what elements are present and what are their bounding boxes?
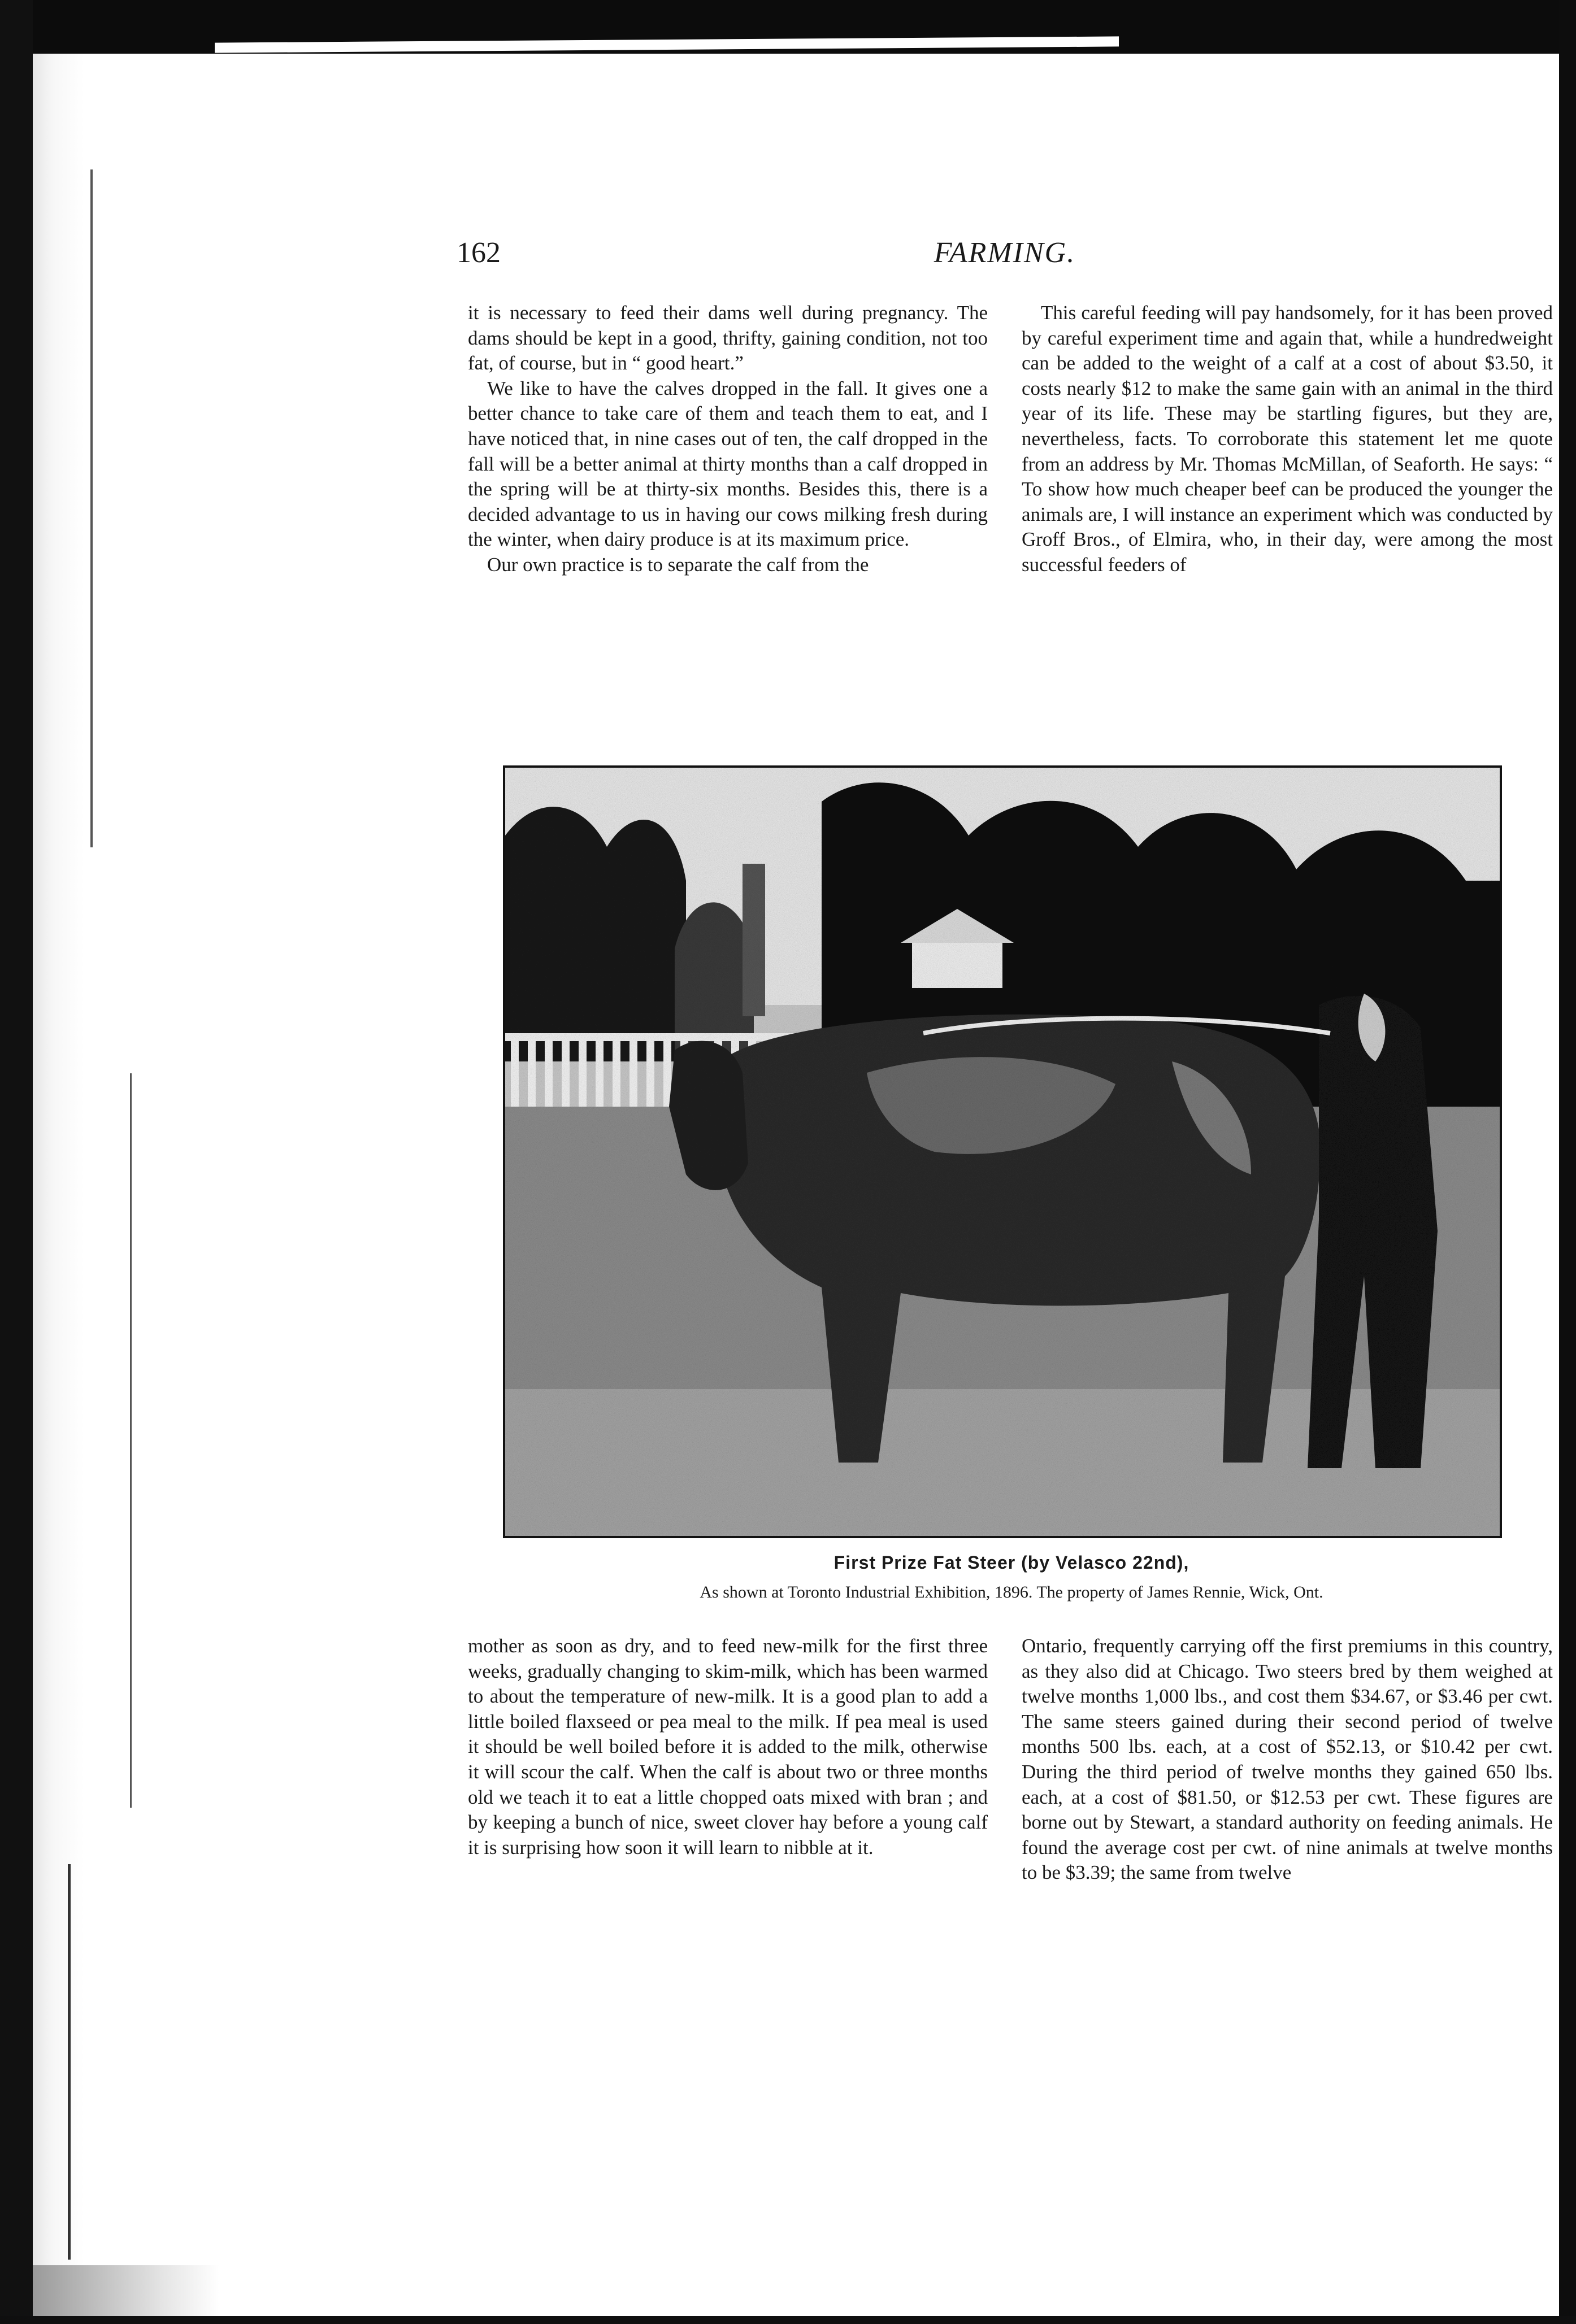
column-top-left xyxy=(468,301,988,578)
scan-top-border xyxy=(0,0,1576,54)
paragraph: it is necessary to feed their dams well during pregnancy. The dams should be kept in a good, thrifty, gaining condition, not too fat, of course, but in “ good heart.” xyxy=(468,302,988,375)
page-number: 162 xyxy=(457,237,501,269)
scan-bottom-border xyxy=(0,2316,1576,2324)
scan-streak xyxy=(90,169,93,847)
scan-right-border xyxy=(1559,0,1576,2324)
column-bottom-left xyxy=(468,1634,988,1860)
scan-corner-shadow xyxy=(33,2265,219,2316)
scan-streak xyxy=(68,1864,71,2260)
paragraph: This careful feeding will pay handsomely, for it has been proved by careful experiment time and again that, while a hundredweight can be added to the weight of a calf at a cost of about $3.50, it costs nearly $12 to make the same gain with an animal in the third year of its life. These may be startling figures, but they are, nevertheless, facts. To corroborate this statement let me quote from an address by Mr. Thomas McMillan, of Seaforth. He says: “ To show how much cheaper beef can be produced the younger the animals are, I will instance an experiment which was conducted by Groff Bros., of Elmira, who, in their day, were among the most successful feeders of xyxy=(1022,302,1553,576)
figure-caption-title: First Prize Fat Steer (by Velasco 22nd), xyxy=(833,1552,1189,1573)
paragraph: We like to have the calves dropped in the fall. It gives one a better chance to take care of them and teach them to eat, and I have noticed that, in nine cases out of ten, the calf dropped in the fall will be a better animal at thirty months than a calf dropped in the spring will be at thirty-six months. Besides this, there is a decided advantage to us in having our cows milking fresh during the winter, when dairy produce is at its maximum price. xyxy=(468,377,988,551)
running-title: FARMING. xyxy=(934,237,1076,269)
figure-caption-subtitle: As shown at Toronto Industrial Exhibition, 1896. The property of James Rennie, Wick, Ont. xyxy=(700,1583,1323,1601)
paragraph: mother as soon as dry, and to feed new-milk for the first three weeks, gradually changing to skim-milk, which has been warmed to about the temperature of new-milk. It is a good plan to add a little boiled flaxseed or pea meal to the milk. If pea meal is used it should be well boiled before it is added to the milk, otherwise it will scour the calf. When the calf is about two or three months old we teach it to eat a little chopped oats mixed with bran ; and by keeping a bunch of nice, sweet clover hay before a young calf it is surprising how soon it will learn to nibble at it. xyxy=(468,1635,988,1859)
paragraph: Ontario, frequently carrying off the first premiums in this country, as they also did at Chicago. Two steers bred by them weighed at twelve months 1,000 lbs., and cost them $34.67, or $3.46 per cwt. The same steers gained during their second period of twelve months 500 lbs. each, at a cost of $52.13, or $10.42 per cwt. During the third period of twelve months they gained 650 lbs. each, at a cost of $81.50, or $12.53 per cwt. These figures are borne out by Stewart, a standard authority on feeding animals. He found the average cost per cwt. of nine animals at twelve months to be $3.39; the same from twelve xyxy=(1022,1635,1553,1884)
column-bottom-right xyxy=(1022,1634,1553,1886)
scan-left-border xyxy=(0,0,33,2324)
steer-photograph xyxy=(503,765,1502,1538)
photo-illustration xyxy=(505,768,1500,1536)
scan-streak xyxy=(130,1073,132,1808)
page-header xyxy=(457,236,1553,276)
page-gutter-shadow xyxy=(33,54,84,2324)
paragraph: Our own practice is to separate the calf from the xyxy=(487,553,869,576)
column-top-right xyxy=(1022,301,1553,578)
